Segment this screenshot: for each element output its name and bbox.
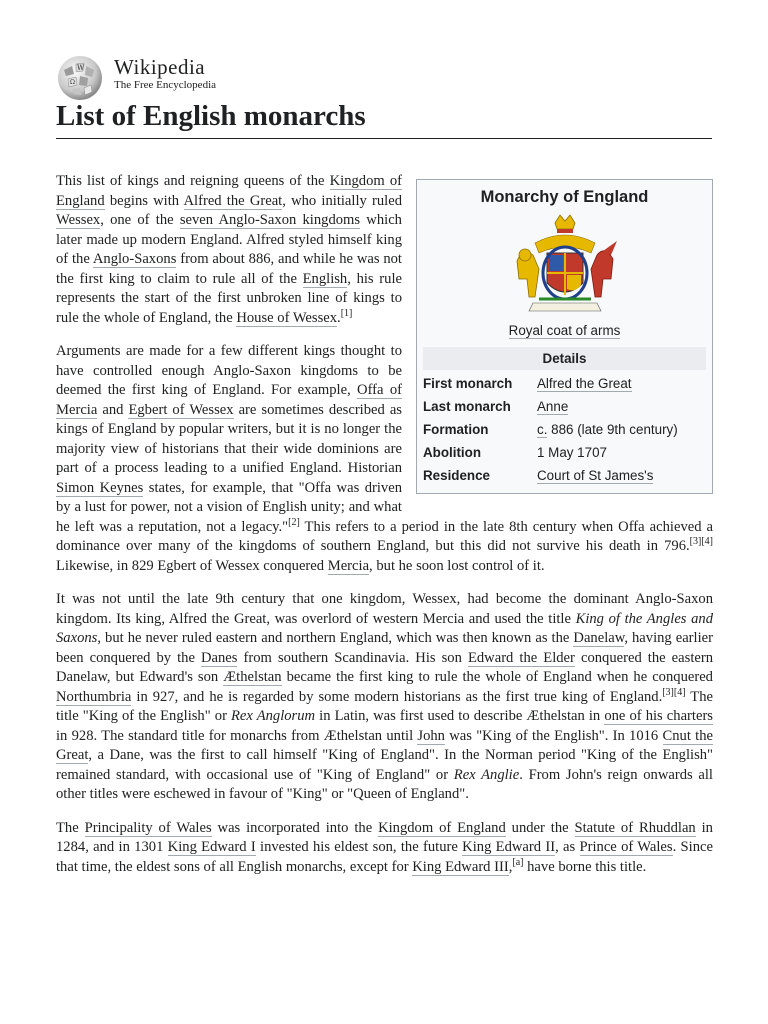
infobox-title: Monarchy of England — [480, 188, 649, 206]
italic-title: Rex Anglie — [453, 766, 520, 783]
link-edward-i[interactable]: King Edward I — [167, 839, 256, 855]
site-tagline: The Free Encyclopedia — [114, 79, 217, 91]
link-seven-kingdoms[interactable]: seven Anglo-Saxon kingdoms — [179, 212, 361, 228]
text: and — [97, 401, 129, 418]
note-reference[interactable]: [a] — [512, 856, 524, 868]
link-english[interactable]: English — [302, 270, 348, 287]
text: are sometimes described as kings of England by popular writers, but it is no longer the majority view of historians that their wide dominions are part of a process leading to a unified England. Historian — [56, 401, 402, 476]
wordmark[interactable] — [114, 56, 216, 92]
details-header: Details — [423, 347, 706, 370]
text: under the — [505, 819, 575, 836]
link-alfred-the-great[interactable]: Alfred the Great — [183, 192, 283, 209]
page-title: List of English monarchs — [56, 98, 712, 139]
text: conquered the eastern Danelaw, but Edward's son — [56, 649, 714, 685]
text: Likewise, in 829 Egbert of Wessex conquered — [56, 557, 328, 574]
infobox-row-abolition — [423, 441, 706, 464]
infobox-row-residence — [423, 464, 706, 487]
text: , having earlier been conquered by the — [56, 630, 713, 666]
article-body — [56, 172, 713, 891]
coat-caption-link[interactable]: Royal coat of arms — [508, 323, 621, 338]
row-value: 1 May 1707 — [537, 445, 607, 460]
text: , his rule represents the start of the first unbroken line of kings to rule the whole of England, the — [56, 270, 402, 326]
link-john[interactable]: John — [417, 727, 445, 744]
row-label: Residence — [423, 468, 490, 483]
link-cnut[interactable]: Cnut the Great — [56, 727, 713, 763]
infobox-row-first-monarch — [423, 372, 706, 395]
text: have borne this title. — [523, 858, 647, 875]
text: . From John's reign onwards all other titles were eschewed in favour of "King" or "Queen of England". — [56, 766, 713, 802]
infobox-row-last-monarch — [423, 395, 706, 418]
link-edward-the-elder[interactable]: Edward the Elder — [467, 649, 575, 666]
text: in Latin, was first used to describe Æthelstan in — [315, 708, 605, 724]
link-simon-keynes[interactable]: Simon Keynes — [56, 479, 144, 496]
link-northumbria[interactable]: Northumbria — [56, 688, 132, 705]
text: , — [508, 858, 513, 875]
reference[interactable]: [3] — [689, 536, 702, 548]
text: in 927, and he is regarded by some modern historians as the first true king of England. — [131, 688, 663, 705]
text: This list of kings and reigning queens of the — [56, 173, 330, 189]
text: . Since that time, the eldest sons of all English monarchs, except for — [56, 839, 713, 875]
alfred-link[interactable]: Alfred the Great — [537, 376, 632, 391]
royal-coat-of-arms-image[interactable] — [505, 213, 625, 323]
site-name: Wikipedia — [114, 55, 206, 79]
reference[interactable]: [4] — [701, 536, 713, 548]
text: , but he soon lost control of it. — [369, 557, 545, 574]
link-danes[interactable]: Danes — [200, 649, 238, 666]
text: in 1284, and in 1301 — [56, 819, 713, 855]
text: from southern Scandinavia. His son — [237, 649, 468, 666]
text: It was not until the late 9th century that one kingdom, Wessex, had become the dominant Anglo-Saxon kingdom. Its king, Alfred the Great, was overlord of western Mercia and used the title — [56, 591, 713, 627]
text: , a Dane, was the first to call himself "King of England". In the Norman period "King of the English" remained standard, with occasional use of "King of England" or — [56, 747, 713, 783]
paragraph-wales — [56, 819, 713, 878]
text: , but he never ruled eastern and northern England, which was then known as the — [97, 630, 574, 646]
text: The — [56, 819, 85, 836]
text: This refers to a period in the late 8th century when Offa achieved a dominance over many of the kingdoms of southern England, but this did not survive his death in 796. — [56, 518, 713, 554]
link-danelaw[interactable]: Danelaw — [573, 630, 625, 646]
text: , as — [555, 839, 580, 855]
text: in 928. The standard title for monarchs from Æthelstan until — [56, 727, 418, 744]
text: Arguments are made for a few different kings thought to have controlled enough Anglo-Saxon kingdoms to be deemed the first king of England. For example, — [56, 343, 402, 398]
paragraph-wessex — [56, 590, 713, 805]
row-label: Abolition — [423, 445, 482, 460]
row-label: Last monarch — [423, 399, 511, 414]
italic-title: King of the Angles and Saxons — [56, 610, 713, 646]
link-anglo-saxons[interactable]: Anglo-Saxons — [92, 251, 177, 267]
text: was "King of the English". In 1016 — [444, 727, 663, 744]
link-kingdom-of-england-2[interactable]: Kingdom of England — [378, 819, 506, 836]
text: became the first king to rule the whole of England when he conquered — [281, 669, 713, 685]
reference[interactable]: [1] — [340, 307, 353, 319]
link-edward-ii[interactable]: King Edward II — [462, 839, 556, 855]
row-value: 886 (late 9th century) — [547, 422, 678, 437]
text: , who initially ruled — [282, 192, 403, 209]
link-offa-of-mercia[interactable]: Offa of Mercia — [56, 382, 402, 418]
text: . — [337, 309, 341, 326]
st-james-link[interactable]: Court of St James's — [537, 468, 654, 483]
text: , one of the — [100, 212, 180, 228]
text: which later made up modern England. Alfred styled himself king of the — [56, 212, 402, 267]
link-edward-iii[interactable]: King Edward III — [412, 858, 509, 875]
text: invested his eldest son, the future — [255, 839, 463, 855]
svg-text:Ω: Ω — [70, 79, 75, 86]
link-mercia[interactable]: Mercia — [327, 557, 370, 574]
infobox-row-formation — [423, 418, 706, 441]
text: The title "King of the English" or — [56, 688, 713, 724]
link-wessex[interactable]: Wessex — [56, 212, 101, 228]
italic-title: Rex Anglorum — [231, 708, 316, 724]
link-kingdom-of-england[interactable]: Kingdom of England — [56, 173, 402, 209]
row-label: Formation — [423, 422, 489, 437]
link-aethelstan[interactable]: Æthelstan — [223, 669, 282, 685]
text: begins with — [104, 192, 184, 209]
text: states, for example, that "Offa was driven by a lust for power, not a vision of English unity; and what he left was a reputation, not a legacy." — [56, 479, 402, 535]
link-statute-of-rhuddlan[interactable]: Statute of Rhuddlan — [574, 819, 696, 836]
coat-caption — [423, 323, 706, 339]
site-header — [56, 52, 716, 92]
text: from about 886, and while he was not the first king to claim to rule all of the — [56, 251, 402, 287]
text: was incorporated into the — [211, 819, 379, 836]
circa-abbr[interactable]: c. — [537, 422, 548, 437]
link-prince-of-wales[interactable]: Prince of Wales — [579, 839, 673, 855]
wikipedia-globe-icon[interactable] — [56, 54, 104, 102]
link-egbert-of-wessex[interactable]: Egbert of Wessex — [128, 401, 234, 418]
row-label: First monarch — [423, 376, 513, 391]
reference[interactable]: [4] — [673, 686, 686, 698]
reference[interactable]: [3] — [662, 686, 674, 698]
infobox — [416, 179, 713, 494]
link-principality-of-wales[interactable]: Principality of Wales — [84, 819, 212, 836]
anne-link[interactable]: Anne — [537, 399, 569, 414]
svg-text:W: W — [77, 64, 85, 72]
reference[interactable]: [2] — [288, 516, 300, 528]
link-house-of-wessex[interactable]: House of Wessex — [236, 309, 338, 326]
link-charters[interactable]: one of his charters — [604, 708, 713, 724]
